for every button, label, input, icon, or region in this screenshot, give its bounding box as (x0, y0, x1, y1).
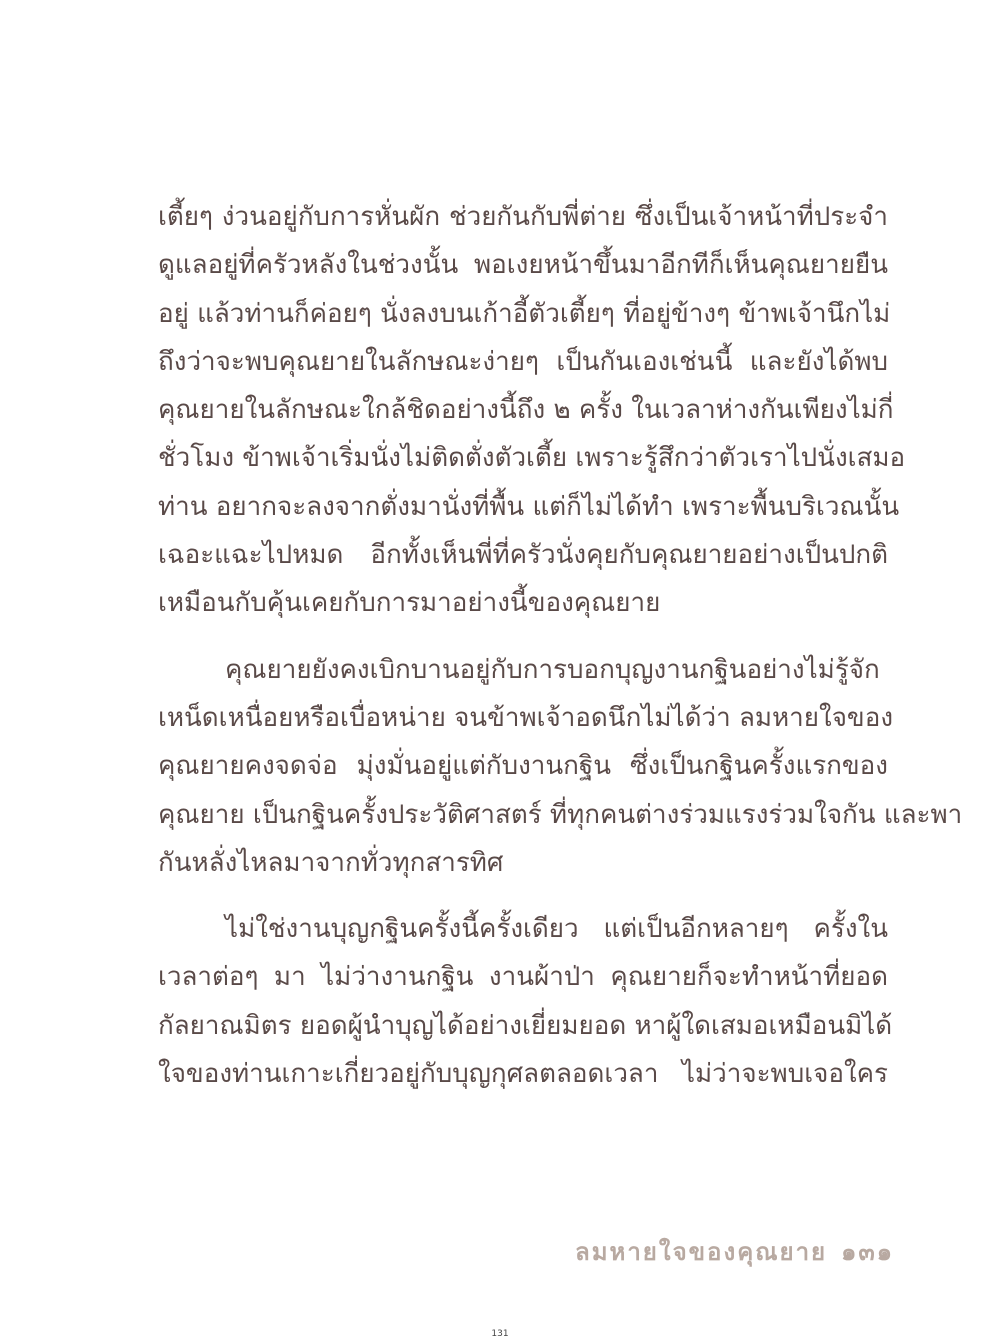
paragraph-1 (158, 193, 906, 628)
running-footer (575, 1232, 894, 1271)
text-line: เวลาต่อๆ มา ไม่ว่างานกฐิน งานผ้าป่า คุณยายก็จะทำหน้าที่ยอด (158, 962, 888, 993)
text-line: เหมือนกับคุ้นเคยกับการมาอย่างนี้ของคุณยาย (158, 588, 661, 619)
text-line: เฉอะแฉะไปหมด อีกทั้งเห็นพี่ที่ครัวนั่งคุยกับคุณยายอย่างเป็นปกติ (158, 540, 888, 571)
text-line: คุณยายคงจดจ่อ มุ่งมั่นอยู่แต่กับงานกฐิน ซึ่งเป็นกฐินครั้งแรกของ (158, 751, 888, 782)
book-title: ลมหายใจของคุณยาย (574, 1238, 828, 1266)
text-line: ถึงว่าจะพบคุณยายในลักษณะง่ายๆ เป็นกันเองเช่นนี้ และยังได้พบ (158, 346, 888, 377)
text-line: ดูแลอยู่ที่ครัวหลังในช่วงนั้น พอเงยหน้าขึ้นมาอีกทีก็เห็นคุณยายยืน (158, 250, 888, 281)
text-line: คุณยายยังคงเบิกบานอยู่กับการบอกบุญงานกฐินอย่างไม่รู้จัก (225, 654, 880, 685)
text-line: เหน็ดเหนื่อยหรือเบื่อหน่าย จนข้าพเจ้าอดนึกไม่ได้ว่า ลมหายใจของ (158, 702, 894, 733)
text-line: ไม่ใช่งานบุญกฐินครั้งนี้ครั้งเดียว แต่เป็นอีกหลายๆ ครั้งใน (225, 914, 888, 945)
text-line: กันหลั่งไหลมาจากทั่วทุกสารทิศ (158, 847, 504, 878)
page-number: 131 (491, 1329, 509, 1339)
text-line: คุณยาย เป็นกฐินครั้งประวัติศาสตร์ ที่ทุกคนต่างร่วมแรงร่วมใจกัน และพา (158, 799, 963, 830)
body-text (158, 193, 963, 1098)
text-line: ท่าน อยากจะลงจากตั่งมานั่งที่พื้น แต่ก็ไม่ได้ทำ เพราะพื้นบริเวณนั้น (158, 491, 900, 522)
page-number-thai: ๑๓๑ (841, 1238, 894, 1266)
paragraph-spacer (158, 887, 888, 905)
paragraph-spacer (158, 628, 888, 646)
text-line: คุณยายในลักษณะใกล้ชิดอย่างนี้ถึง ๒ ครั้ง ในเวลาห่างกันเพียงไม่กี่ (158, 395, 894, 426)
text-line: ใจของท่านเกาะเกี่ยวอยู่กับบุญกุศลตลอดเวลา ไม่ว่าจะพบเจอใคร (158, 1059, 888, 1090)
text-line: กัลยาณมิตร ยอดผู้นำบุญได้อย่างเยี่ยมยอด หาผู้ใดเสมอเหมือนมิได้ (158, 1010, 893, 1041)
text-line: ชั่วโมง ข้าพเจ้าเริ่มนั่งไม่ติดตั่งตัวเตี้ย เพราะรู้สึกว่าตัวเราไปนั่งเสมอ (158, 443, 906, 474)
text-line: อยู่ แล้วท่านก็ค่อยๆ นั่งลงบนเก้าอี้ตัวเตี้ยๆ ที่อยู่ข้างๆ ข้าพเจ้านึกไม่ (158, 298, 891, 329)
paragraph-3 (158, 905, 893, 1098)
text-line: เตี้ยๆ ง่วนอยู่กับการหั่นผัก ช่วยกันกับพี่ต่าย ซึ่งเป็นเจ้าหน้าที่ประจำ (158, 202, 888, 232)
paragraph-2 (158, 646, 963, 887)
